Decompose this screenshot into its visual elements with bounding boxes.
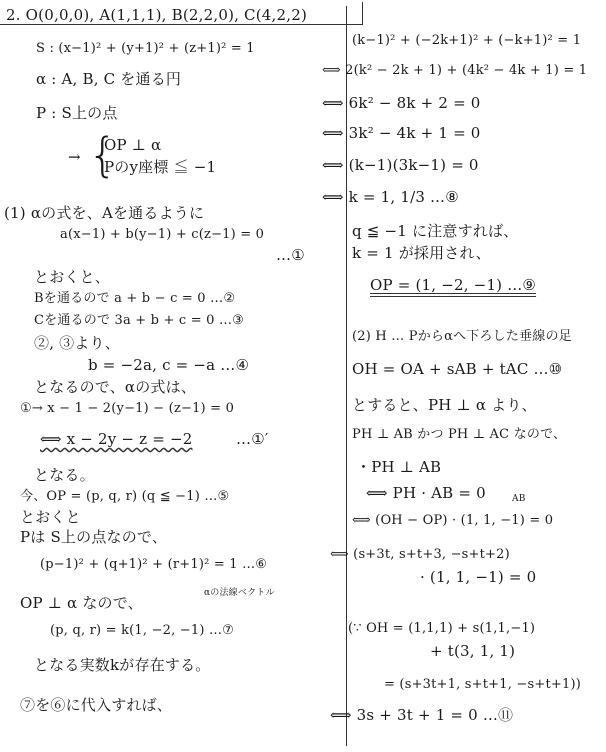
curly-brace: { (88, 128, 118, 182)
math-line-r15: ⟺ PH · AB = 0 (366, 484, 486, 502)
math-line-l2: S : (x−1)² + (y+1)² + (z+1)² = 1 (36, 41, 255, 56)
math-line-l26: (p, q, r) = k(1, −2, −1) …⑦ (50, 623, 235, 638)
math-line-l1: 2. O(0,0,0), A(1,1,1), B(2,2,0), C(4,2,2) (6, 6, 308, 24)
math-line-r23: ⟺ 3s + 3t + 1 = 0 …⑪ (330, 706, 514, 724)
math-line-r3: ⟺ 6k² − 8k + 2 = 0 (322, 94, 481, 112)
math-line-r18: ⟺ (s+3t, s+t+3, −s+t+2) (330, 547, 510, 562)
math-line-r13: PH ⊥ AB かつ PH ⊥ AC なので、 (352, 427, 567, 442)
math-line-r21: + t(3, 1, 1) (430, 642, 516, 660)
math-line-l28: ⑦を⑥に代入すれば、 (20, 696, 173, 714)
math-line-l9: a(x−1) + b(y−1) + c(z−1) = 0 (60, 227, 265, 242)
math-line-r22: = (s+3t+1, s+t+1, −s+t+1)) (384, 677, 581, 692)
math-line-r19: · (1, 1, −1) = 0 (420, 568, 537, 586)
math-line-l18b: …①′ (236, 430, 269, 448)
math-line-l10: …① (276, 246, 305, 264)
math-line-l22: Pは S上の点なので、 (20, 528, 168, 546)
math-line-l13: Cを通るので 3a + b + c = 0 …③ (34, 313, 245, 328)
math-line-l4: P : S上の点 (36, 104, 118, 122)
math-line-r1: (k−1)² + (−2k+1)² + (−k+1)² = 1 (352, 33, 582, 48)
math-line-r8: k = 1 が採用され、 (352, 244, 491, 262)
math-line-r5: ⟺ (k−1)(3k−1) = 0 (322, 156, 479, 174)
math-line-l24: OP ⊥ α なので、 (20, 594, 143, 612)
math-line-l16: となるので、αの式は、 (34, 378, 197, 396)
math-line-l25: αの法線ベクトル (204, 588, 275, 598)
math-line-r2: ⟺ 2(k² − 2k + 1) + (4k² − 4k + 1) = 1 (322, 63, 588, 78)
math-line-l14: ②, ③より、 (34, 334, 120, 352)
math-line-l12: Bを通るので a + b − c = 0 …② (34, 291, 236, 306)
math-line-r17: ⟺ (OH − OP) · (1, 1, −1) = 0 (352, 513, 554, 528)
math-line-l5: OP ⊥ α (104, 136, 162, 154)
math-line-r6: ⟺ k = 1, 1/3 …⑧ (322, 188, 459, 206)
math-line-l8: (1) αの式を、Aを通るように (4, 204, 205, 222)
math-line-r14: ・PH ⊥ AB (356, 458, 442, 476)
math-line-r12: とすると、PH ⊥ α より、 (352, 396, 537, 414)
math-line-l15: b = −2a, c = −a …④ (88, 356, 250, 374)
math-line-l6: Pのy座標 ≦ −1 (104, 158, 217, 176)
math-line-r10: (2) H … Pからαへ下ろした垂線の足 (352, 329, 572, 344)
math-line-r11: OH = OA + sAB + tAC …⑩ (352, 360, 563, 378)
math-line-r7: q ≦ −1 に注意すれば、 (352, 222, 519, 240)
math-line-r9: OP = (1, −2, −1) …⑨ (370, 276, 537, 294)
math-line-l7: → (68, 148, 81, 166)
math-line-l21: とおくと (20, 508, 81, 526)
math-line-l11: とおくと、 (34, 268, 111, 286)
math-line-l17: ①→ x − 1 − 2(y−1) − (z−1) = 0 (20, 401, 235, 416)
math-line-l27: となる実数kが存在する。 (34, 656, 211, 674)
math-line-l20: 今、OP = (p, q, r) (q ≦ −1) …⑤ (20, 489, 230, 504)
math-line-r20: (∵ OH = (1,1,1) + s(1,1,−1) (348, 621, 536, 636)
math-line-r4: ⟺ 3k² − 4k + 1 = 0 (322, 124, 481, 142)
math-line-l23: (p−1)² + (q+1)² + (r+1)² = 1 …⑥ (40, 557, 268, 572)
math-line-l18: ⟺ x − 2y − z = −2 (40, 430, 193, 448)
math-line-l3: α : A, B, C を通る円 (36, 70, 182, 88)
column-divider (346, 6, 347, 746)
math-line-l19: となる。 (34, 466, 95, 484)
math-line-r16: AB (512, 494, 526, 504)
